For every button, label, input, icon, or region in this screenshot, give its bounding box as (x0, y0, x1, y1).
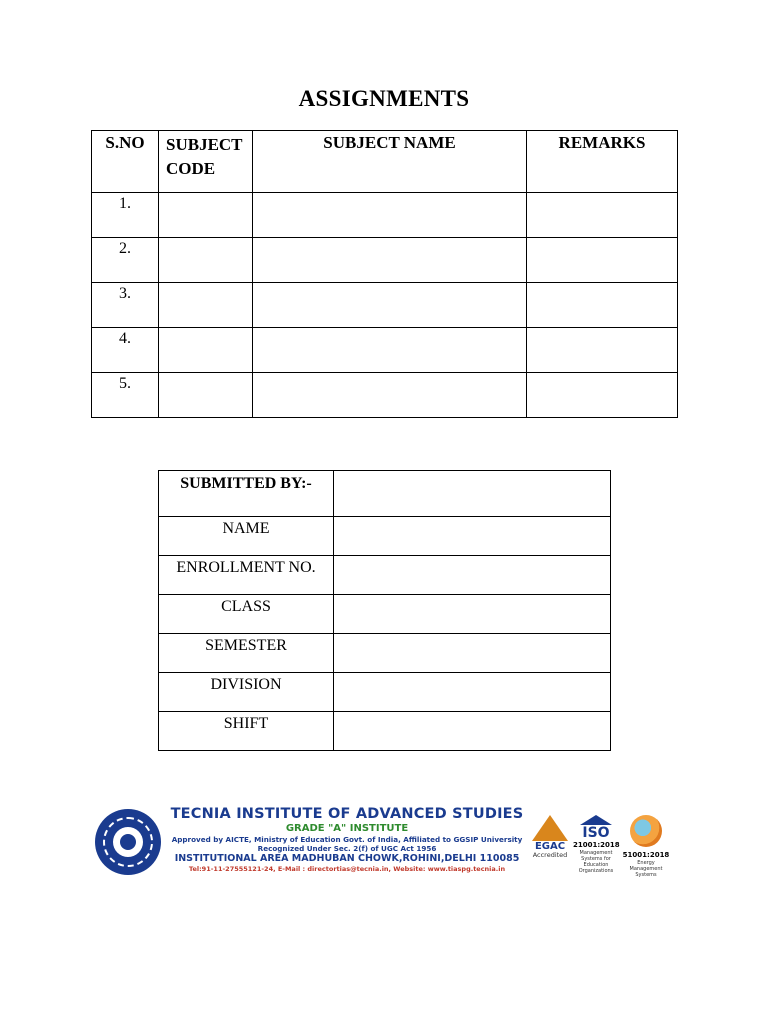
institute-grade: GRADE "A" INSTITUTE (285, 823, 409, 834)
submitted-by-value (334, 471, 611, 517)
field-value-enrollment (334, 556, 611, 595)
egac-sub: Accredited (532, 851, 568, 859)
iso-number: 21001:2018 (573, 841, 620, 849)
row-sno: 3. (92, 283, 159, 328)
iso-sub: Management Systems for Education Organizations (578, 850, 614, 874)
egac-badge (527, 809, 573, 877)
field-value-shift (334, 712, 611, 751)
energy-badge (622, 815, 670, 878)
table-row (92, 373, 678, 418)
header-remarks: REMARKS (527, 131, 678, 193)
iso-cap-icon (580, 815, 612, 825)
globe-icon (630, 815, 662, 847)
submission-table (158, 470, 611, 751)
row-subject-name (253, 328, 527, 373)
row-remarks (527, 373, 678, 418)
header-sno: S.NO (92, 131, 159, 193)
row-remarks (527, 283, 678, 328)
institute-details (167, 805, 527, 874)
egac-mountain-icon (532, 815, 568, 841)
table-row (92, 238, 678, 283)
row-subject-name (253, 373, 527, 418)
field-label-enrollment: ENROLLMENT NO. (159, 556, 334, 595)
table-row (92, 328, 678, 373)
row-sno: 2. (92, 238, 159, 283)
approval-line-2: Recognized Under Sec. 2(f) of UGC Act 1956 (257, 844, 437, 853)
institute-seal-icon (95, 809, 161, 875)
field-label-semester: SEMESTER (159, 634, 334, 673)
header-subject-code: SUBJECT CODE (159, 131, 253, 193)
field-value-name (334, 517, 611, 556)
field-value-class (334, 595, 611, 634)
approval-line-1: Approved by AICTE, Ministry of Education Govt. of India, Affiliated to GGSIP University (171, 835, 523, 844)
row-subject-code (159, 238, 253, 283)
row-subject-code (159, 283, 253, 328)
field-label-shift: SHIFT (159, 712, 334, 751)
row-sno: 4. (92, 328, 159, 373)
page-title: ASSIGNMENTS (298, 86, 470, 111)
egac-label: EGAC (534, 841, 566, 852)
row-subject-code (159, 373, 253, 418)
row-remarks (527, 328, 678, 373)
header-subject-name: SUBJECT NAME (253, 131, 527, 193)
field-label-division: DIVISION (159, 673, 334, 712)
iso-badge (573, 811, 619, 875)
field-label-class: CLASS (159, 595, 334, 634)
institute-contact: Tel:91-11-27555121-24, E-Mail : directortias@tecnia.in, Website: www.tiaspg.tecnia.in (188, 865, 506, 873)
field-value-semester (334, 634, 611, 673)
row-subject-name (253, 238, 527, 283)
iso-label: ISO (582, 825, 610, 841)
row-subject-code (159, 193, 253, 238)
institute-footer-banner (95, 805, 675, 885)
table-row (92, 283, 678, 328)
institute-name: TECNIA INSTITUTE OF ADVANCED STUDIES (170, 806, 524, 822)
submitted-by-label: SUBMITTED BY:- (159, 471, 334, 517)
row-sno: 1. (92, 193, 159, 238)
row-subject-name (253, 193, 527, 238)
institute-address: INSTITUTIONAL AREA MADHUBAN CHOWK,ROHINI,DELHI 110085 (174, 853, 520, 864)
row-sno: 5. (92, 373, 159, 418)
field-value-division (334, 673, 611, 712)
assignments-table (91, 130, 678, 418)
table-row (92, 193, 678, 238)
row-remarks (527, 238, 678, 283)
globe-number: 51001:2018 (622, 851, 670, 859)
row-remarks (527, 193, 678, 238)
row-subject-name (253, 283, 527, 328)
field-label-name: NAME (159, 517, 334, 556)
row-subject-code (159, 328, 253, 373)
globe-sub: Energy Management Systems (629, 860, 663, 878)
table-header-row (92, 131, 678, 193)
